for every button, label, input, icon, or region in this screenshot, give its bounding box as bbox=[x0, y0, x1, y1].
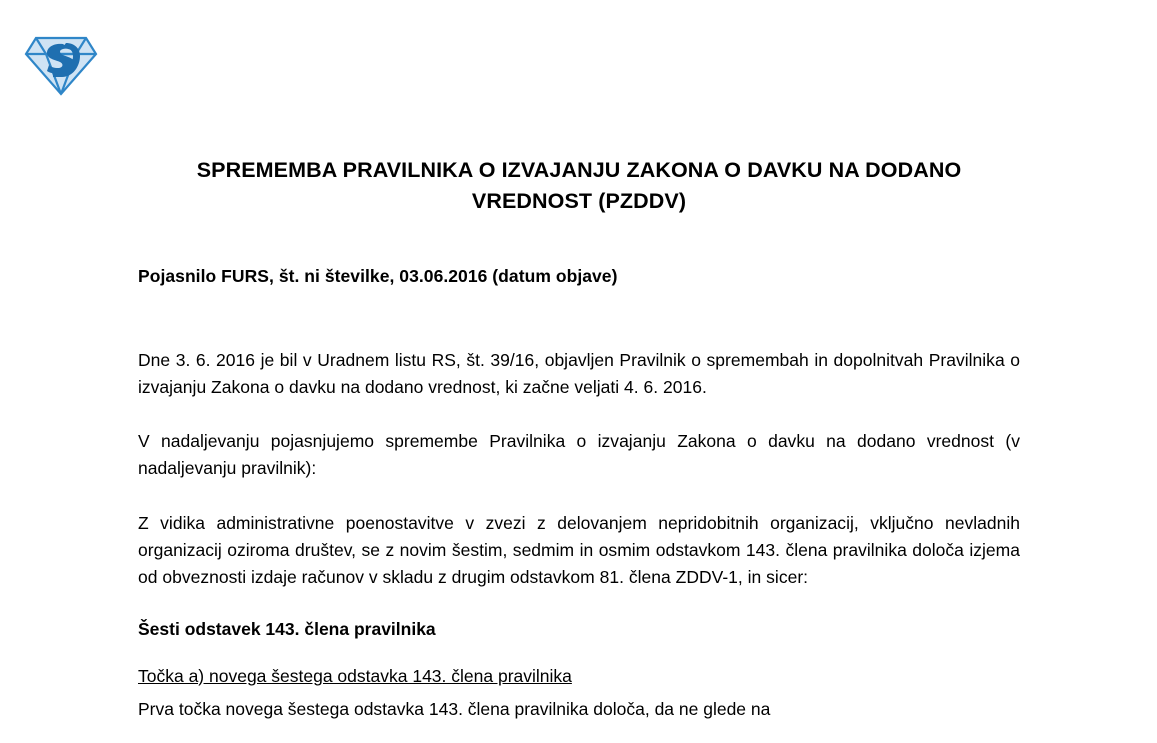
section-heading: Šesti odstavek 143. člena pravilnika bbox=[138, 618, 436, 639]
paragraph-3: Z vidika administrativne poenostavitve v zvezi z delovanjem nepridobitnih organizacij, vključno nevladnih organizacij oziroma društev, se z novim šestim, sedmim in osmim odstavkom 143. člena pravilnika določa izjema od obveznosti izdaje računov v skladu z drugim odstavkom 81. člena ZDDV-1, in sicer: bbox=[138, 512, 1020, 587]
page-title: SPREMEMBA PRAVILNIKA O IZVAJANJU ZAKONA O DAVKU NA DODANO VREDNOST (PZDDV) bbox=[196, 158, 962, 213]
document-subtitle: Pojasnilo FURS, št. ni številke, 03.06.2016 (datum objave) bbox=[138, 266, 618, 287]
paragraph-cut-off: Prva točka novega šestega odstavka 143. člena pravilnika določa, da ne glede na bbox=[138, 698, 771, 719]
sd-diamond-logo-icon bbox=[22, 28, 100, 100]
paragraph-1: Dne 3. 6. 2016 je bil v Uradnem listu RS, št. 39/16, objavljen Pravilnik o spremembah in dopolnitvah Pravilnika o izvajanju Zakona o davku na dodano vrednost, ki začne veljati 4. 6. 2016. bbox=[138, 350, 1020, 398]
paragraph-2: V nadaljevanju pojasnjujemo spremembe Pravilnika o izvajanju Zakona o davku na dodano vrednost (v nadaljevanju pravilnik): bbox=[138, 431, 1020, 479]
document-content bbox=[138, 155, 1020, 723]
subsection-heading: Točka a) novega šestega odstavka 143. člena pravilnika bbox=[138, 665, 572, 686]
